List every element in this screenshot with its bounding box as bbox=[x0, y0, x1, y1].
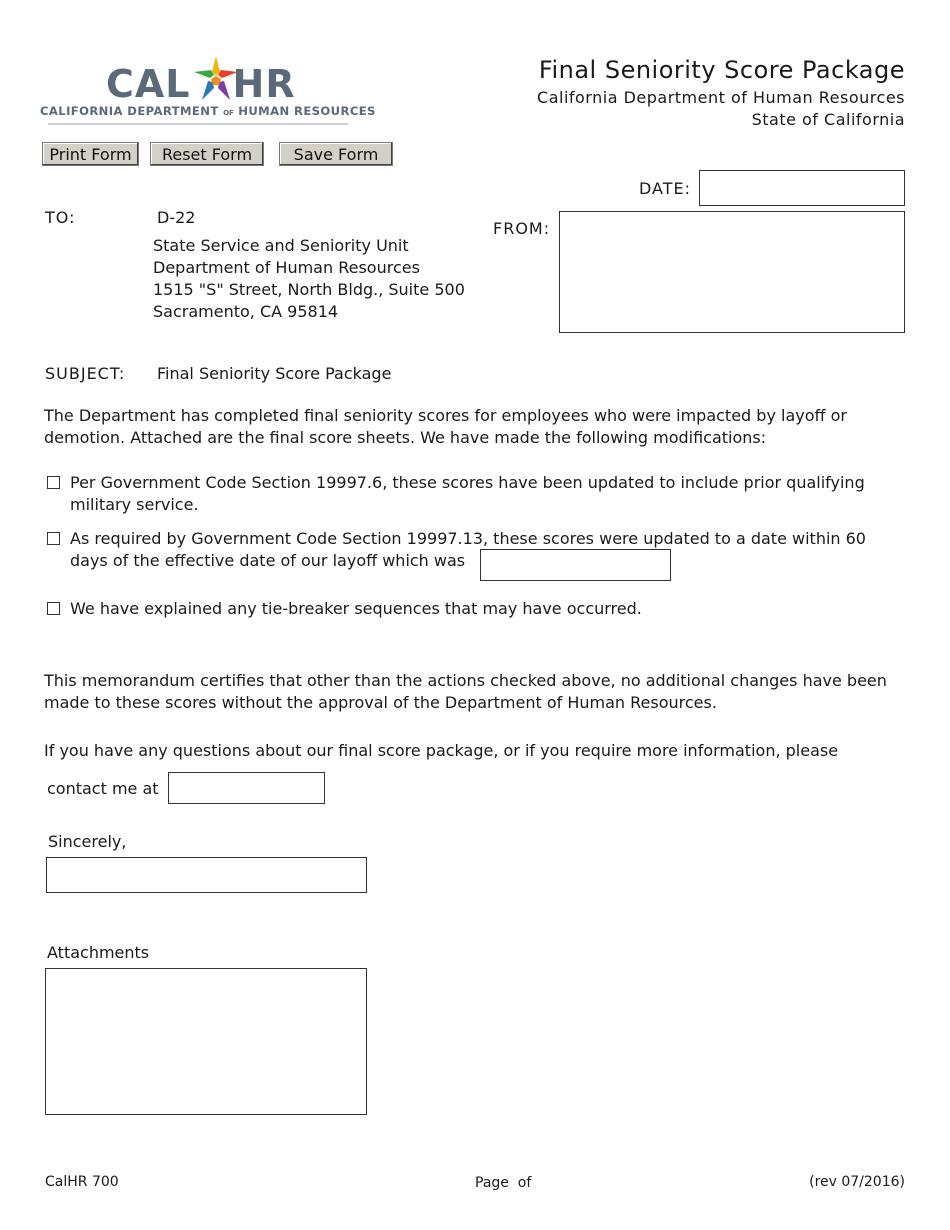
address-line: State Service and Seniority Unit bbox=[153, 236, 409, 255]
to-label: TO: bbox=[45, 208, 76, 227]
star-logo-icon bbox=[194, 56, 238, 102]
option-1-line-1: Per Government Code Section 19997.6, these scores have been updated to include prior qualifying bbox=[70, 473, 865, 492]
header-department: California Department of Human Resources bbox=[537, 88, 905, 107]
option-2-checkbox[interactable] bbox=[47, 532, 60, 545]
layoff-date-field[interactable] bbox=[480, 549, 671, 581]
option-2-text bbox=[70, 528, 866, 572]
option-1-text bbox=[70, 472, 865, 516]
date-field[interactable] bbox=[699, 170, 905, 206]
contact-field[interactable] bbox=[168, 772, 325, 804]
address-line: Department of Human Resources bbox=[153, 258, 420, 277]
attachments-label: Attachments bbox=[47, 943, 150, 962]
logo-wordmark: CAL HR bbox=[106, 62, 296, 106]
option-3-checkbox[interactable] bbox=[47, 602, 60, 615]
revision: (rev 07/2016) bbox=[809, 1174, 905, 1190]
address-line: 1515 "S" Street, North Bldg., Suite 500 bbox=[153, 280, 465, 299]
attachments-field[interactable] bbox=[45, 968, 367, 1115]
date-label: DATE: bbox=[639, 179, 692, 198]
form-id: CalHR 700 bbox=[45, 1174, 119, 1190]
to-code: D-22 bbox=[157, 208, 196, 227]
option-2-line-2: days of the effective date of our layoff which was bbox=[70, 551, 466, 570]
from-label: FROM: bbox=[493, 219, 551, 238]
save-form-button[interactable]: Save Form bbox=[279, 142, 393, 166]
page-number: Page of bbox=[475, 1175, 532, 1191]
sincerely-label: Sincerely, bbox=[48, 832, 127, 851]
from-field[interactable] bbox=[559, 211, 905, 333]
option-2-line-1: As required by Government Code Section 19997.13, these scores were updated to a date within 60 bbox=[70, 529, 866, 548]
option-1-checkbox[interactable] bbox=[47, 476, 60, 489]
reset-form-button[interactable]: Reset Form bbox=[150, 142, 264, 166]
calhr-logo bbox=[40, 56, 376, 128]
option-3-text: We have explained any tie-breaker sequences that may have occurred. bbox=[70, 599, 642, 618]
page-title: Final Seniority Score Package bbox=[538, 56, 905, 84]
header-state: State of California bbox=[751, 110, 905, 129]
intro-paragraph: The Department has completed final seniority scores for employees who were impacted by layoff or demotion. Attached are the final score sheets. We have made the following modifications: bbox=[44, 406, 847, 447]
logo-underline bbox=[48, 123, 348, 125]
contact-label: contact me at bbox=[47, 779, 159, 798]
certify-paragraph: This memorandum certifies that other than the actions checked above, no additional changes have been made to these scores without the approval of the Department of Human Resources. bbox=[44, 671, 887, 712]
logo-subtitle: CALIFORNIA DEPARTMENT OF HUMAN RESOURCES bbox=[40, 104, 376, 118]
questions-text: If you have any questions about our final score package, or if you require more information, please bbox=[44, 741, 839, 760]
print-form-button[interactable]: Print Form bbox=[42, 142, 139, 166]
subject-label: SUBJECT: bbox=[45, 364, 126, 383]
option-1-line-2: military service. bbox=[70, 495, 199, 514]
to-address bbox=[153, 235, 465, 323]
subject-value: Final Seniority Score Package bbox=[157, 364, 392, 383]
signature-field[interactable] bbox=[46, 857, 367, 893]
address-line: Sacramento, CA 95814 bbox=[153, 302, 339, 321]
